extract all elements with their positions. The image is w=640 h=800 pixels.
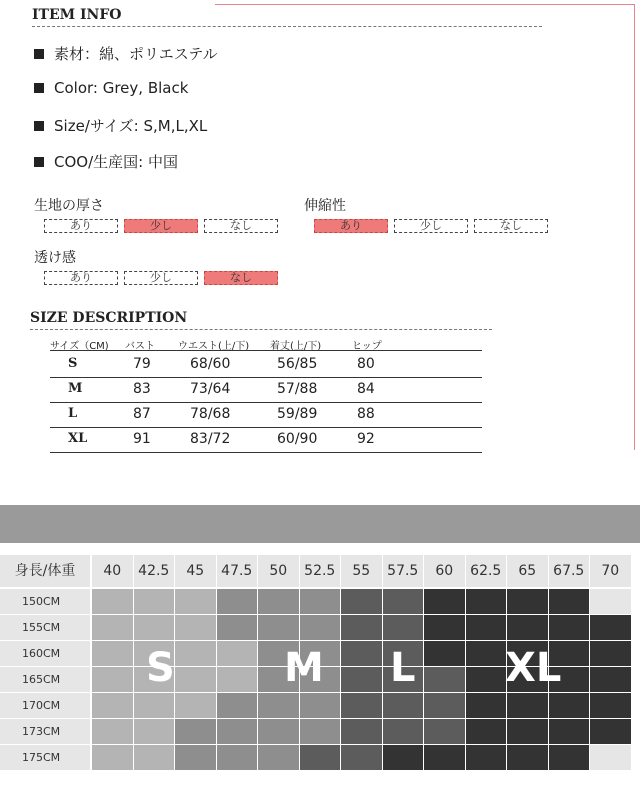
heatmap-cell (217, 667, 258, 692)
info-text: COO/生産国: 中国 (54, 153, 178, 171)
heatmap-cell (258, 719, 299, 744)
bullet-square-icon (34, 121, 44, 131)
weight-header: 47.5 (217, 555, 258, 587)
heatmap-cell (217, 615, 258, 640)
heatmap-cell (134, 745, 175, 770)
heatmap-cell (92, 589, 133, 614)
heatmap-cell (217, 589, 258, 614)
size-column-header: 着丈(上/下) (270, 341, 322, 352)
attribute-options (44, 219, 278, 233)
bullet-square-icon (34, 83, 44, 93)
heatmap-cell (341, 615, 382, 640)
heatmap-cell (424, 589, 465, 614)
heatmap-cell (175, 615, 216, 640)
heatmap-cell (92, 615, 133, 640)
bullet-square-icon (34, 49, 44, 59)
size-value: 83 (133, 381, 151, 397)
size-column-header: ヒップ (352, 341, 382, 352)
heatmap-cell (92, 641, 133, 666)
heatmap-cell (590, 589, 631, 614)
info-text: Size/サイズ: S,M,L,XL (54, 117, 208, 135)
heatmap-cell (92, 693, 133, 718)
size-value: 87 (133, 406, 151, 422)
heatmap-cell (383, 615, 424, 640)
attribute-title: 透け感 (34, 250, 76, 266)
size-label: XL (68, 431, 88, 446)
heatmap-cell (507, 615, 548, 640)
heatmap-cell (134, 693, 175, 718)
heatmap-cell (258, 589, 299, 614)
size-value: 78/68 (190, 406, 231, 422)
heatmap-cell (217, 641, 258, 666)
attribute-options (44, 271, 278, 285)
info-text: Color: Grey, Black (54, 79, 189, 97)
heatmap-cell (300, 745, 341, 770)
weight-header: 50 (258, 555, 299, 587)
height-label: 173CM (0, 719, 90, 744)
heatmap-cell (590, 615, 631, 640)
heatmap-cell (341, 641, 382, 666)
heatmap-cell (549, 615, 590, 640)
heatmap-cell (424, 641, 465, 666)
weight-header: 62.5 (466, 555, 507, 587)
height-label: 160CM (0, 641, 90, 666)
heatmap-cell (424, 693, 465, 718)
height-label: 175CM (0, 745, 90, 770)
size-value: 79 (133, 356, 151, 372)
attribute-chip: あり (44, 271, 118, 285)
heatmap-cell (424, 719, 465, 744)
heatmap-cell (300, 719, 341, 744)
size-value: 56/85 (277, 356, 318, 372)
weight-header: 70 (590, 555, 631, 587)
heatmap-cell (300, 615, 341, 640)
heatmap-cell (300, 693, 341, 718)
table-rule (50, 377, 482, 378)
size-value: 60/90 (277, 431, 318, 447)
height-label: 150CM (0, 589, 90, 614)
info-row (34, 115, 207, 136)
heatmap-cell (466, 745, 507, 770)
heatmap-cell (217, 719, 258, 744)
heatmap-cell (175, 641, 216, 666)
size-zone-label: XL (505, 645, 562, 691)
size-value: 59/89 (277, 406, 318, 422)
heatmap-cell (175, 589, 216, 614)
size-value: 88 (357, 406, 375, 422)
weight-header: 40 (92, 555, 133, 587)
attribute-title: 生地の厚さ (34, 198, 104, 214)
attribute-options (314, 219, 548, 233)
attribute-chip: 少し (124, 219, 198, 233)
size-value: 57/88 (277, 381, 318, 397)
heatmap-cell (175, 745, 216, 770)
size-column-header: サイズ（CM) (50, 341, 109, 352)
weight-header: 65 (507, 555, 548, 587)
heatmap-cell (341, 745, 382, 770)
size-column-header: バスト (125, 341, 155, 352)
heatmap-cell (383, 745, 424, 770)
heatmap-cell (466, 719, 507, 744)
heatmap-cell (549, 719, 590, 744)
heatmap-cell (424, 615, 465, 640)
attribute-chip: 少し (394, 219, 468, 233)
weight-header: 55 (341, 555, 382, 587)
attribute-chip: あり (44, 219, 118, 233)
size-value: 80 (357, 356, 375, 372)
info-text: 素材：綿、ポリエステル (54, 45, 218, 63)
heatmap-cell (466, 693, 507, 718)
size-zone-label: M (284, 645, 324, 691)
info-row (34, 79, 188, 97)
heatmap-cell (383, 589, 424, 614)
heatmap-cell (217, 693, 258, 718)
size-value: 83/72 (190, 431, 231, 447)
heatmap-cell (175, 667, 216, 692)
heatmap-cell (424, 745, 465, 770)
heatmap-cell (549, 693, 590, 718)
heatmap-cell (424, 667, 465, 692)
heatmap-cell (383, 693, 424, 718)
heatmap-cell (383, 719, 424, 744)
heatmap-cell (590, 667, 631, 692)
heatmap-cell (466, 615, 507, 640)
size-label: L (68, 406, 78, 421)
section-band (0, 505, 640, 543)
size-zone-label: S (146, 645, 175, 691)
table-rule (50, 350, 482, 351)
size-value: 91 (133, 431, 151, 447)
corner-label: 身長/体重 (0, 555, 90, 587)
heatmap-cell (175, 693, 216, 718)
attribute-chip: 少し (124, 271, 198, 285)
height-label: 170CM (0, 693, 90, 718)
size-column-header: ウエスト(上/下) (178, 341, 250, 352)
size-zone-label: L (390, 645, 416, 691)
heatmap-cell (507, 693, 548, 718)
size-value: 68/60 (190, 356, 231, 372)
table-rule (50, 452, 482, 453)
heatmap-cell (590, 693, 631, 718)
attribute-chip: なし (204, 219, 278, 233)
heatmap-cell (134, 719, 175, 744)
decorative-line (215, 4, 634, 5)
table-rule (50, 427, 482, 428)
weight-header: 57.5 (383, 555, 424, 587)
height-label: 165CM (0, 667, 90, 692)
attribute-chip: なし (204, 271, 278, 285)
size-value: 73/64 (190, 381, 231, 397)
attribute-chip: なし (474, 219, 548, 233)
heatmap-cell (590, 745, 631, 770)
heatmap-cell (466, 589, 507, 614)
heatmap-cell (549, 745, 590, 770)
heatmap-cell (300, 589, 341, 614)
weight-header: 60 (424, 555, 465, 587)
table-rule (50, 402, 482, 403)
divider (30, 329, 492, 330)
item-info-heading: ITEM INFO (32, 7, 122, 23)
heatmap-cell (549, 589, 590, 614)
info-row (34, 43, 218, 64)
heatmap-cell (466, 667, 507, 692)
attribute-chip: あり (314, 219, 388, 233)
weight-header: 42.5 (134, 555, 175, 587)
heatmap-cell (92, 745, 133, 770)
heatmap-cell (258, 693, 299, 718)
heatmap-cell (134, 615, 175, 640)
heatmap-cell (466, 641, 507, 666)
heatmap-cell (217, 745, 258, 770)
heatmap-cell (590, 641, 631, 666)
heatmap-cell (341, 693, 382, 718)
weight-header: 52.5 (300, 555, 341, 587)
height-label: 155CM (0, 615, 90, 640)
heatmap-cell (507, 719, 548, 744)
size-label: S (68, 356, 78, 371)
size-value: 92 (357, 431, 375, 447)
size-description-heading: SIZE DESCRIPTION (30, 310, 188, 326)
decorative-line (634, 4, 635, 450)
size-label: M (68, 381, 83, 396)
divider (32, 26, 542, 27)
heatmap-cell (258, 615, 299, 640)
weight-header: 67.5 (549, 555, 590, 587)
heatmap-cell (134, 589, 175, 614)
heatmap-cell (258, 745, 299, 770)
attribute-title: 伸縮性 (304, 198, 346, 214)
heatmap-cell (92, 719, 133, 744)
heatmap-cell (175, 719, 216, 744)
heatmap-cell (341, 589, 382, 614)
size-value: 84 (357, 381, 375, 397)
weight-header: 45 (175, 555, 216, 587)
info-row (34, 151, 178, 172)
heatmap-cell (507, 745, 548, 770)
heatmap-cell (341, 667, 382, 692)
heatmap-cell (507, 589, 548, 614)
bullet-square-icon (34, 157, 44, 167)
heatmap-cell (590, 719, 631, 744)
heatmap-cell (92, 667, 133, 692)
heatmap-cell (341, 719, 382, 744)
